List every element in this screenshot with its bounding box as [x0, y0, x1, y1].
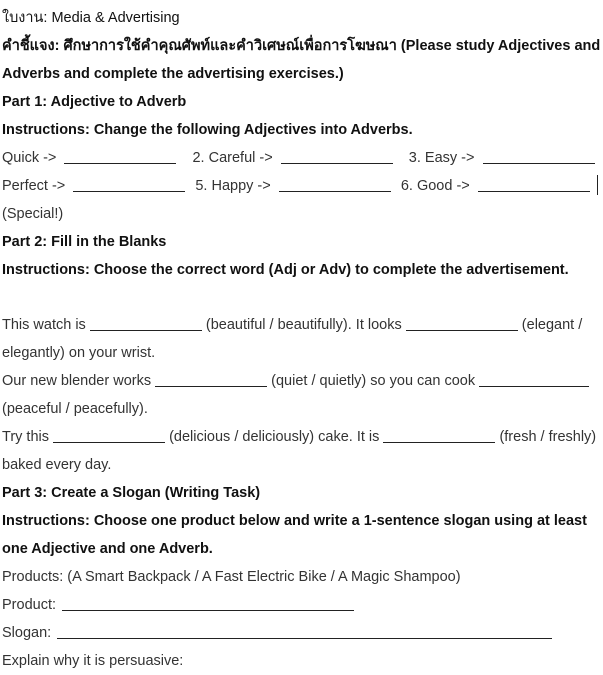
sentence-3-blank-2[interactable] [383, 428, 495, 443]
answer-blank-good[interactable] [478, 177, 590, 192]
item-good-label: 6. Good -> [400, 178, 470, 194]
sentence-3-text-c: (fresh / freshly) [499, 429, 597, 445]
part3-heading: Part 3: Create a Slogan (Writing Task) [2, 485, 261, 501]
text-cursor [597, 175, 598, 195]
sentence-1-text-b: (beautiful / beautifully). It looks [205, 317, 402, 333]
sentence-3-text-a: Try this [2, 429, 49, 445]
item-careful-label: 2. Careful -> [192, 150, 273, 166]
worksheet-title: ใบงาน: Media & Advertising [2, 10, 180, 26]
part3-instructions-1: Instructions: Choose one product below and write a 1-sentence slogan using at least [2, 513, 587, 529]
directions-line-1: คำชี้แจง: ศึกษาการใช้คำคุณศัพท์และคำวิเศษณ์เพื่อการโฆษณา (Please study Adjectives and [2, 38, 601, 54]
part1-instructions: Instructions: Change the following Adjectives into Adverbs. [2, 122, 413, 138]
sentence-3-text-b: (delicious / deliciously) cake. It is [169, 429, 380, 445]
sentence-1-line-2: elegantly) on your wrist. [2, 345, 156, 361]
part1-row-1 [2, 144, 595, 172]
sentence-2-text-a: Our new blender works [2, 373, 152, 389]
special-note: (Special!) [2, 206, 64, 222]
sentence-2-blank-1[interactable] [155, 372, 267, 387]
answer-blank-easy[interactable] [483, 149, 595, 164]
sentence-1-text-c: (elegant / [521, 317, 583, 333]
sentence-3-line-2: baked every day. [2, 457, 112, 473]
item-perfect-label: Perfect -> [2, 178, 66, 194]
sentence-1-text-a: This watch is [2, 317, 86, 333]
products-list: Products: (A Smart Backpack / A Fast Electric Bike / A Magic Shampoo) [2, 569, 461, 585]
item-easy-label: 3. Easy -> [408, 150, 475, 166]
slogan-line [2, 619, 552, 647]
sentence-3-blank-1[interactable] [53, 428, 165, 443]
product-answer-blank[interactable] [62, 596, 354, 611]
answer-blank-quick[interactable] [64, 149, 176, 164]
sentence-1-line-1 [2, 311, 582, 339]
sentence-2-blank-2[interactable] [479, 372, 589, 387]
item-quick-label: Quick -> [2, 150, 57, 166]
directions-line-2: Adverbs and complete the advertising exercises.) [2, 66, 344, 82]
slogan-answer-blank[interactable] [57, 624, 552, 639]
part3-instructions-2: one Adjective and one Adverb. [2, 541, 213, 557]
part1-heading: Part 1: Adjective to Adverb [2, 94, 187, 110]
sentence-2-line-2: (peaceful / peacefully). [2, 401, 148, 417]
slogan-label: Slogan: [2, 625, 52, 641]
part2-heading: Part 2: Fill in the Blanks [2, 234, 167, 250]
answer-blank-perfect[interactable] [73, 177, 185, 192]
answer-blank-careful[interactable] [281, 149, 393, 164]
part2-instructions: Instructions: Choose the correct word (Adj or Adv) to complete the advertisement. [2, 262, 569, 278]
product-line [2, 591, 354, 619]
answer-blank-happy[interactable] [279, 177, 391, 192]
item-happy-label: 5. Happy -> [195, 178, 271, 194]
sentence-2-text-b: (quiet / quietly) so you can cook [271, 373, 476, 389]
sentence-3-line-1 [2, 423, 596, 451]
sentence-1-blank-1[interactable] [90, 316, 202, 331]
product-label: Product: [2, 597, 56, 613]
sentence-2-line-1 [2, 367, 589, 395]
explain-label: Explain why it is persuasive: [2, 653, 184, 669]
sentence-1-blank-2[interactable] [406, 316, 518, 331]
part1-row-2 [2, 172, 598, 200]
